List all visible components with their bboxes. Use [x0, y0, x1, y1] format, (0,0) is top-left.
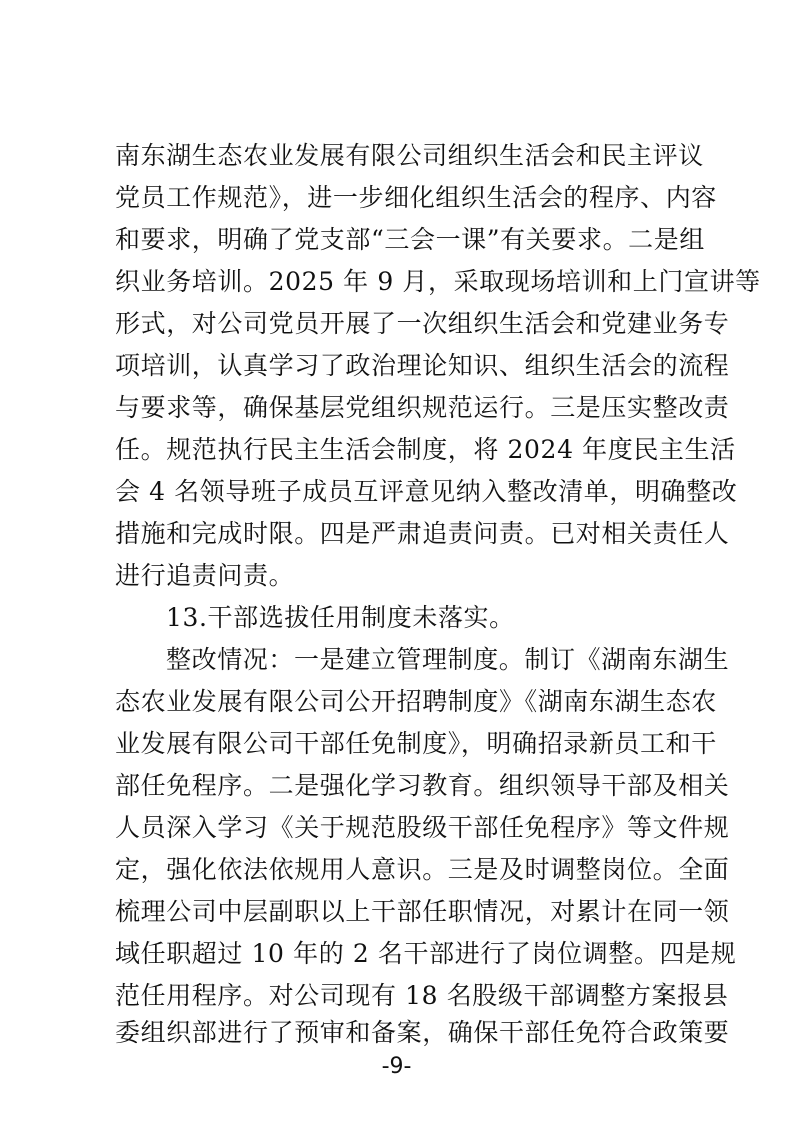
body-text-line: 部任免程序。二是强化学习教育。组织领导干部及相关 [115, 771, 730, 800]
body-text-line: 态农业发展有限公司公开招聘制度》《湖南东湖生态农 [115, 687, 717, 716]
body-text-line: 项培训，认真学习了政治理论知识、组织生活会的流程 [115, 351, 730, 380]
body-text-line: 梳理公司中层副职以上干部任职情况，对累计在同一领 [115, 897, 730, 926]
body-text-line: 措施和完成时限。四是严肃追责问责。已对相关责任人 [115, 519, 730, 548]
body-text-line: 任。规范执行民主生活会制度，将 2024 年度民主生活 [115, 435, 736, 464]
page-number: -9- [381, 1054, 412, 1079]
body-text-line: 党员工作规范》，进一步细化组织生活会的程序、内容 [115, 183, 717, 212]
body-text-line: 和要求，明确了党支部“三会一课”有关要求。二是组 [115, 225, 705, 254]
section-heading: 13.干部选拔任用制度未落实。 [166, 603, 515, 632]
body-text-line: 进行追责问责。 [115, 561, 295, 590]
body-text-line: 定，强化依法依规用人意识。三是及时调整岗位。全面 [115, 855, 730, 884]
body-text-line: 整改情况：一是建立管理制度。制订《湖南东湖生 [166, 645, 730, 674]
body-text-line: 范任用程序。对公司现有 18 名股级干部调整方案报县 [115, 981, 729, 1010]
body-text-line: 南东湖生态农业发展有限公司组织生活会和民主评议 [115, 141, 704, 170]
body-text-line: 织业务培训。2025 年 9 月，采取现场培训和上门宣讲等 [115, 267, 761, 296]
body-text-line: 形式，对公司党员开展了一次组织生活会和党建业务专 [115, 309, 730, 338]
body-text-line: 委组织部进行了预审和备案，确保干部任免符合政策要 [115, 1018, 730, 1047]
body-text-line: 域任职超过 10 年的 2 名干部进行了岗位调整。四是规 [115, 939, 737, 968]
body-text-line: 会 4 名领导班子成员互评意见纳入整改清单，明确整改 [115, 477, 738, 506]
body-text-line: 人员深入学习《关于规范股级干部任免程序》等文件规 [115, 813, 730, 842]
body-text-line: 业发展有限公司干部任免制度》，明确招录新员工和干 [115, 729, 717, 758]
body-text-line: 与要求等，确保基层党组织规范运行。三是压实整改责 [115, 393, 730, 422]
